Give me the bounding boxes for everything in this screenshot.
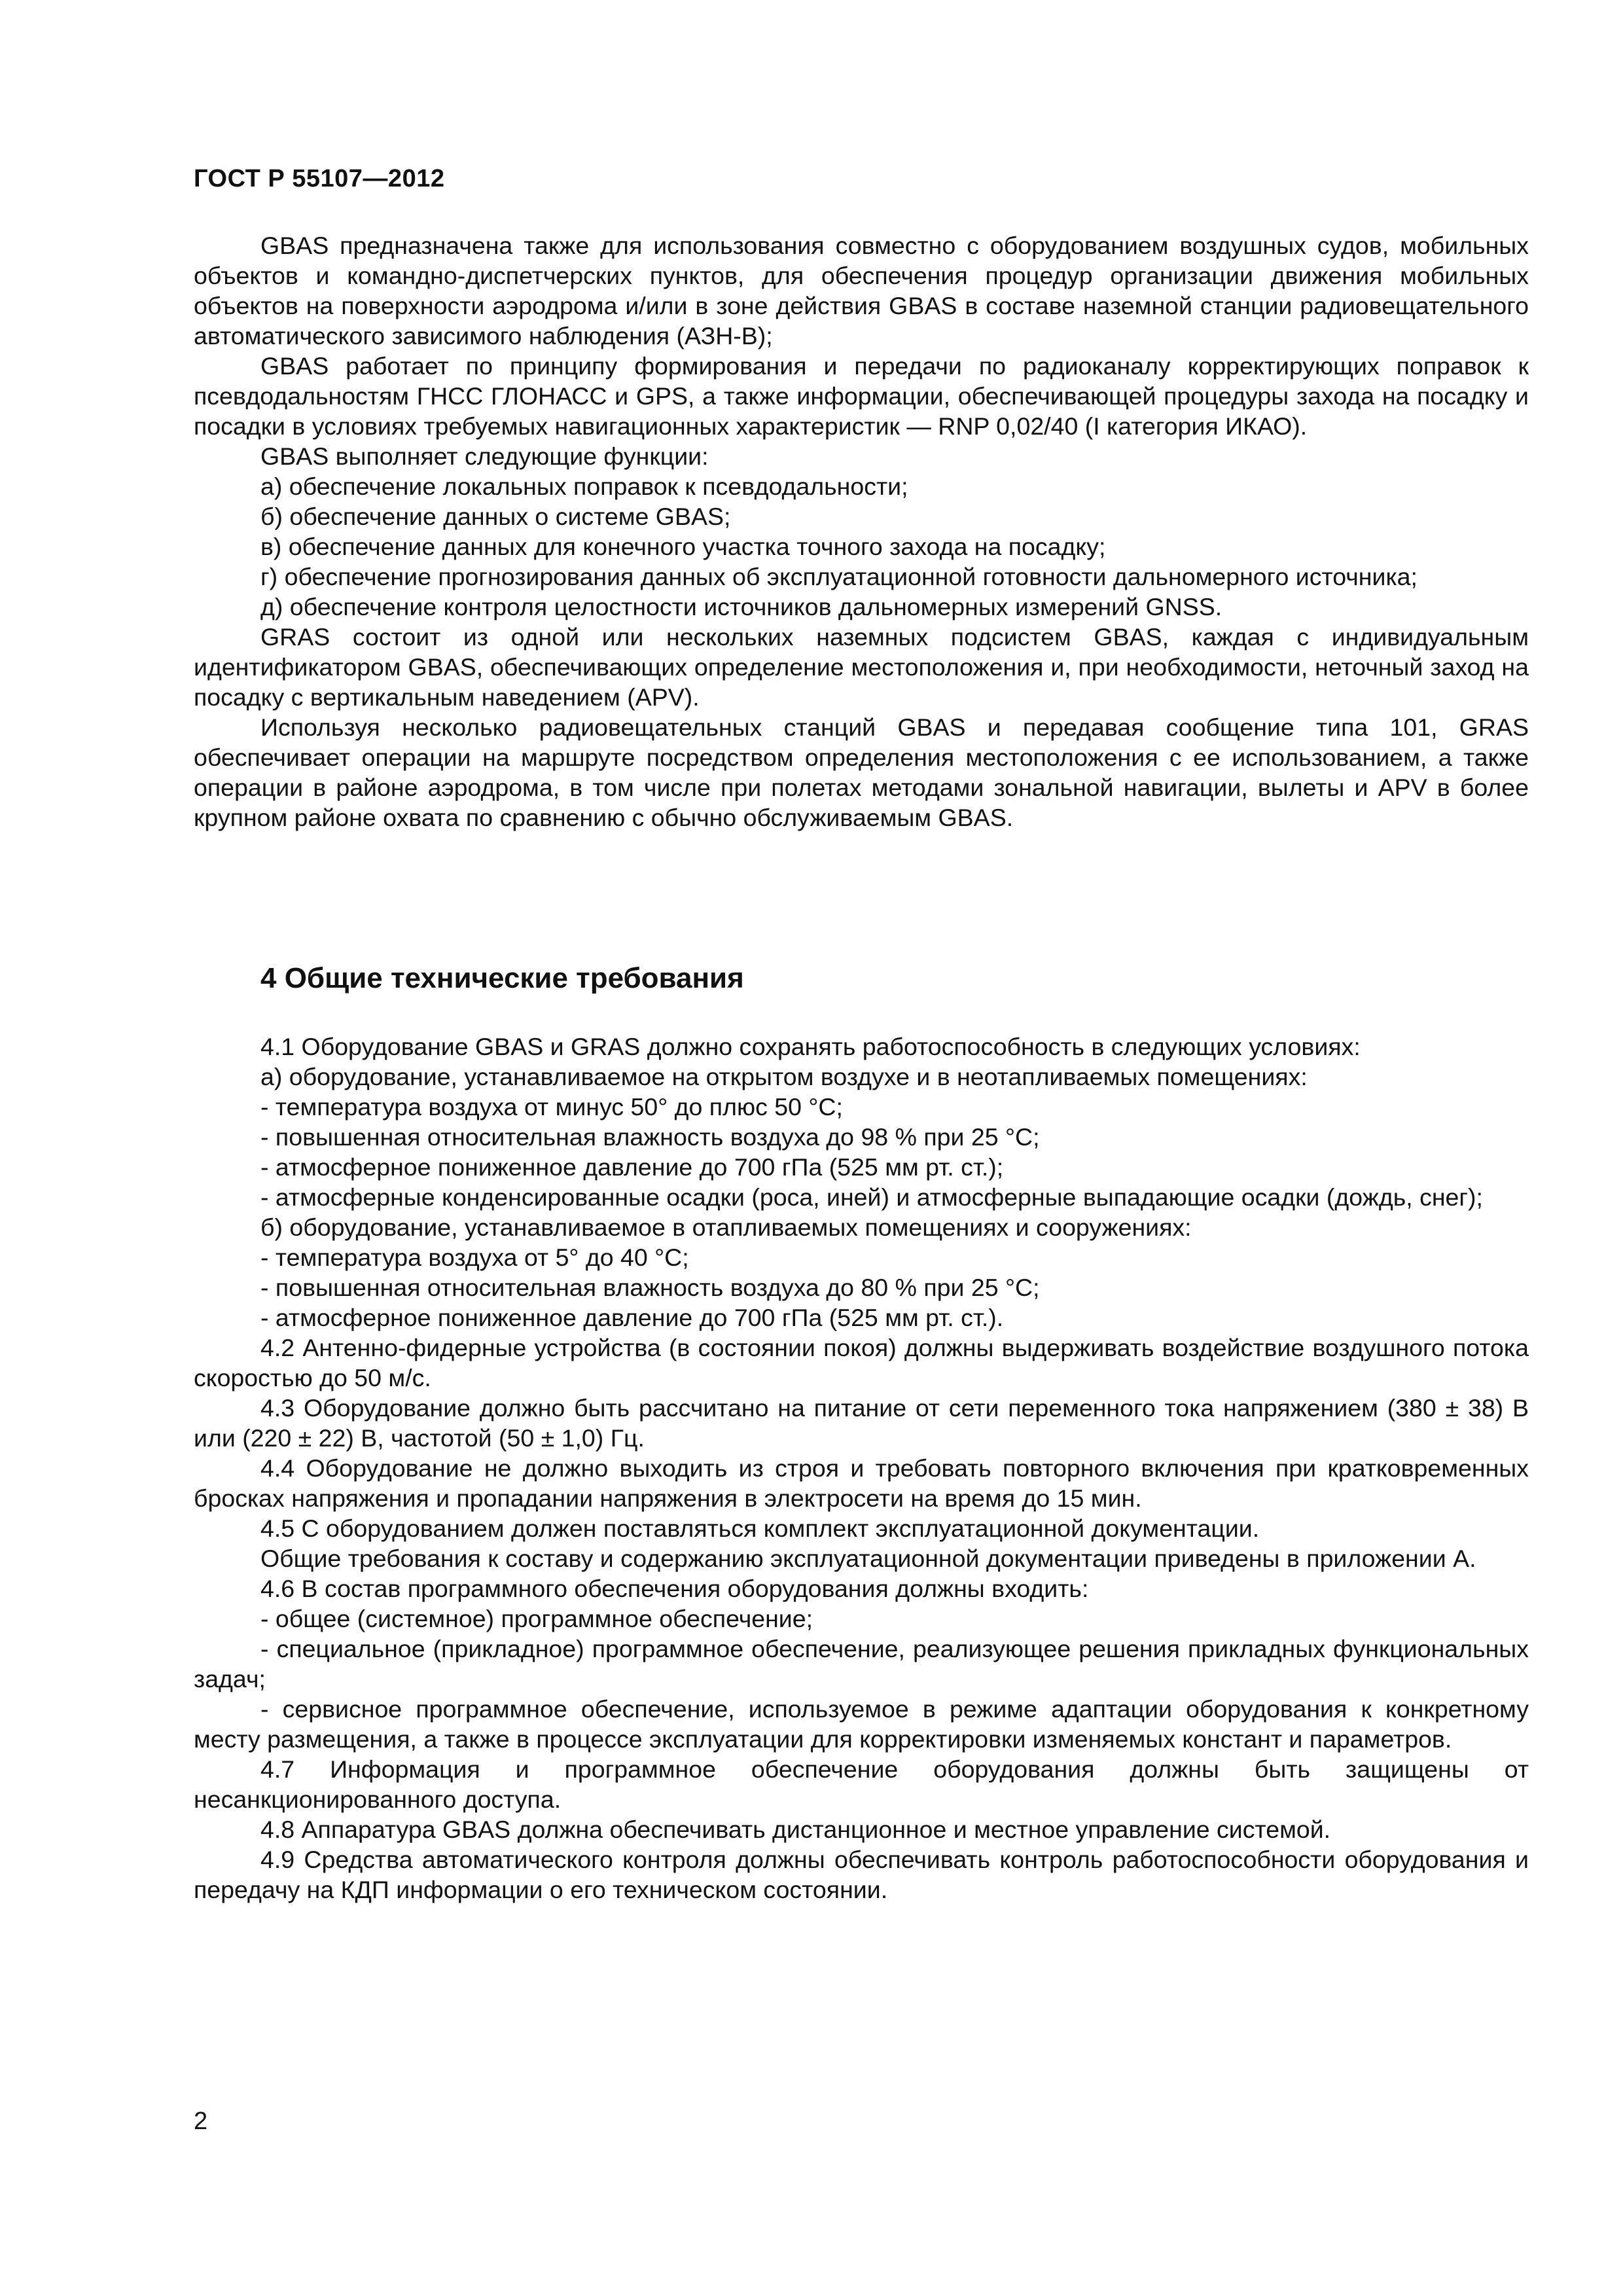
list-item: - атмосферное пониженное давление до 700 гПа (525 мм рт. ст.); <box>260 1153 1004 1181</box>
list-item: - атмосферное пониженное давление до 700 гПа (525 мм рт. ст.). <box>260 1304 1004 1331</box>
list-item: - температура воздуха от минус 50° до плюс 50 °С; <box>260 1093 843 1121</box>
paragraph: Используя несколько радиовещательных станций GBAS и передавая сообщение типа 101, GRAS обеспечивает операции на маршруте посредством определения местоположения с ее использованием, а также операции в районе аэродрома, в том числе при полетах методами зональной навигации, вылеты и APV в более крупном районе охвата по сравнению с обычно обслуживаемым GBAS. <box>194 713 1529 831</box>
document-header: ГОСТ Р 55107—2012 <box>194 165 445 192</box>
list-item: г) обеспечение прогнозирования данных об эксплуатационной готовности дальномерного источника; <box>260 563 1418 590</box>
list-item: б) оборудование, устанавливаемое в отапливаемых помещениях и сооружениях: <box>260 1213 1192 1241</box>
paragraph: GBAS работает по принципу формирования и передачи по радиоканалу корректирующих поправок к псевдодальностям ГНСС ГЛОНАСС и GPS, а также информации, обеспечивающей процедуры захода на посадку и посадки в условиях требуемых навигационных характеристик — RNP 0,02/40 (I категория ИКАО). <box>194 352 1529 440</box>
paragraph: 4.1 Оборудование GBAS и GRAS должно сохранять работоспособность в следующих условиях: <box>260 1033 1361 1060</box>
paragraph: GRAS состоит из одной или нескольких наземных подсистем GBAS, каждая с индивидуальным идентификатором GBAS, обеспечивающих определение местоположения и, при необходимости, неточный заход на посадку с вертикальным наведением (APV). <box>194 623 1529 711</box>
paragraph: 4.9 Средства автоматического контроля должны обеспечивать контроль работоспособности оборудования и передачу на КДП информации о его техническом состоянии. <box>194 1846 1529 1903</box>
list-item: а) обеспечение локальных поправок к псевдодальности; <box>260 473 908 500</box>
paragraph: GBAS выполняет следующие функции: <box>260 442 709 470</box>
paragraph: 4.8 Аппаратура GBAS должна обеспечивать дистанционное и местное управление системой. <box>260 1816 1331 1843</box>
paragraph: GBAS предназначена также для использования совместно с оборудованием воздушных судов, мобильных объектов и командно-диспетчерских пунктов, для обеспечения процедур организации движения мобильных объектов на поверхности аэродрома и/или в зоне действия GBAS в составе наземной станции радиовещательного автоматического зависимого наблюдения (АЗН-В); <box>194 232 1529 350</box>
list-item: - специальное (прикладное) программное обеспечение, реализующее решения прикладных функциональных задач; <box>194 1635 1529 1693</box>
intro-text <box>194 230 1529 833</box>
paragraph: 4.6 В состав программного обеспечения оборудования должны входить: <box>260 1575 1089 1602</box>
list-item: - повышенная относительная влажность воздуха до 80 % при 25 °С; <box>260 1274 1040 1301</box>
list-item: - повышенная относительная влажность воздуха до 98 % при 25 °С; <box>260 1123 1040 1151</box>
paragraph: 4.7 Информация и программное обеспечение оборудования должны быть защищены от несанкционированного доступа. <box>194 1755 1529 1813</box>
page-number: 2 <box>194 2108 208 2135</box>
paragraph: 4.4 Оборудование не должно выходить из строя и требовать повторного включения при кратковременных бросках напряжения и пропадании напряжения в электросети на время до 15 мин. <box>194 1454 1529 1512</box>
section-4-text <box>194 1031 1529 1905</box>
paragraph: Общие требования к составу и содержанию эксплуатационной документации приведены в приложении А. <box>260 1545 1476 1572</box>
list-item: - температура воздуха от 5° до 40 °С; <box>260 1244 689 1271</box>
list-item: в) обеспечение данных для конечного участка точного захода на посадку; <box>260 533 1106 560</box>
list-item: б) обеспечение данных о системе GBAS; <box>260 503 731 530</box>
paragraph: 4.5 С оборудованием должен поставляться комплект эксплуатационной документации. <box>260 1515 1260 1542</box>
list-item: а) оборудование, устанавливаемое на открытом воздухе и в неотапливаемых помещениях: <box>260 1063 1308 1090</box>
list-item: д) обеспечение контроля целостности источников дальномерных измерений GNSS. <box>260 593 1222 620</box>
list-item: - атмосферные конденсированные осадки (роса, иней) и атмосферные выпадающие осадки (дождь, снег); <box>260 1183 1483 1211</box>
list-item: - сервисное программное обеспечение, используемое в режиме адаптации оборудования к конкретному месту размещения, а также в процессе эксплуатации для корректировки изменяемых констант и параметров. <box>194 1695 1529 1753</box>
paragraph: 4.3 Оборудование должно быть рассчитано на питание от сети переменного тока напряжением (380 ± 38) В или (220 ± 22) В, частотой (50 ± 1,0) Гц. <box>194 1394 1529 1452</box>
list-item: - общее (системное) программное обеспечение; <box>260 1605 813 1632</box>
section-heading: 4 Общие технические требования <box>260 962 744 994</box>
paragraph: 4.2 Антенно-фидерные устройства (в состоянии покоя) должны выдерживать воздействие воздушного потока скоростью до 50 м/с. <box>194 1334 1529 1391</box>
